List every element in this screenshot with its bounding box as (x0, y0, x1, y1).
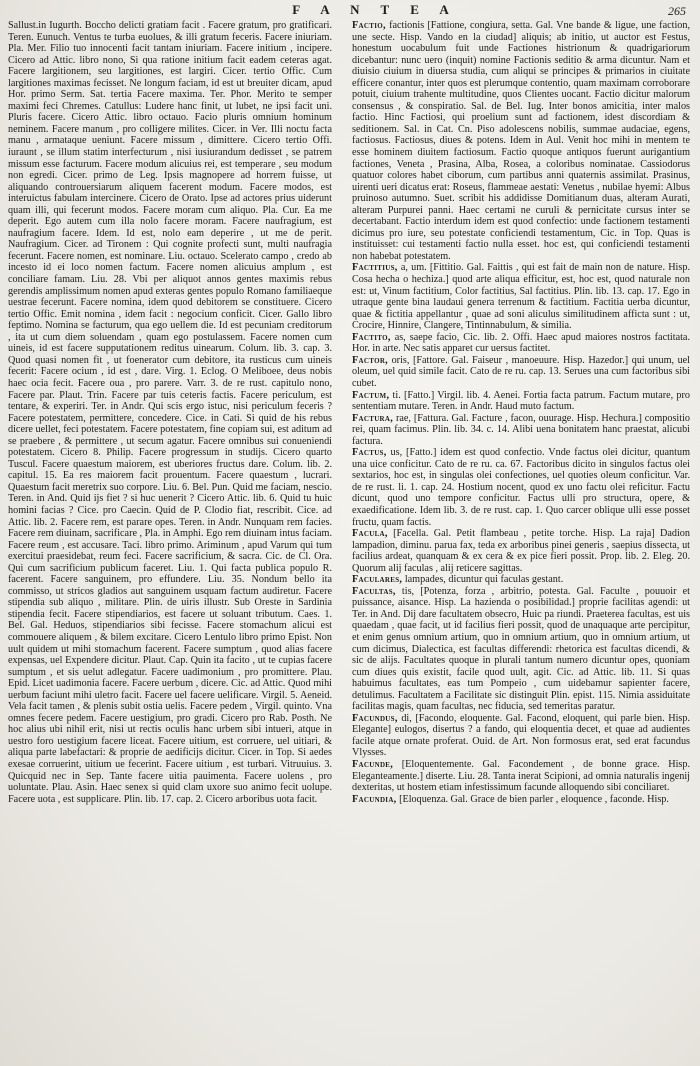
entry-definition: [Facella. Gal. Petit flambeau , petite torche. Hisp. La raja] Dadion lampadion, diminu. parua fax, teda ex arboribus pinei generis , saepius dissecta, ut facilius ardeat, quanquam & ex cera & ex pice fieri possit. Prop. lib. 2. Eleg. 20. Quorum alij faculas , alij reticere sagittas. (352, 528, 690, 574)
dictionary-entry (352, 390, 690, 413)
dictionary-entry (352, 574, 690, 586)
entry-headword: Factio, (352, 20, 386, 31)
dictionary-entry (352, 332, 690, 355)
dictionary-entry (352, 262, 690, 331)
entry-definition: as, saepe facio, Cic. lib. 2. Offi. Haec apud maiores nostros factitata. Hor. in arte. Nec satis apparet cur uersus factitet. (352, 331, 690, 355)
entry-definition: [Eloquenza. Gal. Grace de bien parler , eloquence , faconde. Hisp. (399, 793, 669, 805)
entry-definition: lampades, dicuntur qui faculas gestant. (404, 574, 564, 586)
page-number: 265 (668, 4, 686, 18)
dictionary-entry (352, 794, 690, 806)
right-column (352, 20, 690, 1052)
entry-headword: Factum, (352, 389, 390, 401)
dictionary-entry (352, 713, 690, 759)
dictionary-entry (352, 355, 690, 390)
dictionary-entry (352, 759, 690, 794)
entry-definition: tis, [Potenza, forza , arbitrio, potesta. Gal. Faculte , pouuoir et puissance, aisance. Hisp. La hazienda o posibilidad.] proprie facilitas agendi: ut Ter. in And. Dij dare facultatem obsecro, Huic pa riundi. Praeterea facultas, est uis quaedam , quae facit, ut id facilius fieri possit, quod de unaquaque arte percipitur, et enim genus omnium artium, quo in omnium artium, quo in omnium artium, ut cum dicimus, Dialectica, est facultas differendi: rhetorica est facultas dicendi, & sic de alijs. Facultates quoque in plurali tantum numero dicuntur opes, quoniam cum diues quis existit, facile quod uult, agit. Cic. ad Attic. lib. 11. Si quas habuimus facultates, eas tum Pompeio , cum uidebamur sapienter facere, detulimus. Facultatem a Facilitate sic distinguit Plin. epist. 115. Nimia assiduitate facilitas magis, quam facultas, nec fiducia, sed temeritas paratur. (352, 585, 690, 713)
entry-headword: Factus, (352, 447, 387, 459)
entry-headword: Factito, (352, 331, 391, 343)
left-column-text: Sallust.in Iugurth. Boccho delicti gratiam facit . Facere gratum, pro gratificari. Teren. Eunuch. Ventus te turba euolues, & illi gratum feceris. Facere iniuriam. Pla. Mer. Filio tuo innocenti facit tantam iniuriam. Facere initium , incipere. Cicero ad Attic. libro nono, Si qua ratione initium facit eadem ceteras agat. Facere largitionem, seu largitiones, est largiri. Cicer. tertio Offic. Cum largitiones maximas fecisset. Ne longum faciam, id est ut breuiter dicam, apud Hor. primo Serm. Sat. tertia Facere maxima. Ter. Phor. Merito te semper maximi feci Chremes. Catullus: Ludere hanc finit, ut lubet, ne ipsi facit uni. Pluris facere. Cicero Attic. libro octauo. Facio pluris omnium hominum neminem. Facere manum , pro colligere milites. Cicer. in Ver. Illi noctu facta manu , armataque ueniunt. Facere missum , dimittere. Cicero tertio Offi. iuraunt , se illum statim interfecturum , nisi iusiurandum dedisset , se patrem missum esse facturum. Facere modum alicuius rei, est temperare , seu modum non egredi. Cicer. primo de Leg. Ipsis magnopere ad horrem fuisse, ut aliquando controuersiarum aliquem facerent modum. Facere modos, est interuictus fabulam intercinere. Cicero de Orato. Ipse ad actores prius uiderunt quam illi, qui fecerunt modos. Facere moram cum aliquo. Pla. Cur. Ea me deperit. Ego autem cum illa nolo facere moram. Facere naufragium, est naufragium facere. Idem. Id est, nolo eam deperire , ut me de perit. Naufragium. Cicer. ad Tironem : Qui cognite profecti sunt, multi naufragia fecerunt. Facere nomen, est nominare. Liu. octauo. Scelerato campo , credo ab incesto id ei loco nomen factum. Facere nomen alicuius amplum , est conciliare famam. Liu. 28. Vbi per aliquot annos gentes maximis rebus gerendis amplissimum nomen apud exteras gentes populo Romano familiaeque uestrae fecerunt. Facere nomina, idem quod debitorem se constituere. Cicero tertio Offic. Emit nomina , idem facit : negocium conficit. Cicer. Gallo libro feptimo. Nomina se facturum, qua ego uellem die. Id est pecuniam creditorum , ita ut cum diem soluendam , quam ego postulassem. Facere nomen cum uineis, id est facere supputationem reditus uinearum. Colum. lib. 3. cap. 3. Quod quasi nomen fit , ut foenerator cum debitore, ita rusticus cum uineis fecerit: Facere ocium , id est , dare. Virg. 1. Eclog. O Meliboee, deus nobis haec ocia fecit. Facere oua , pro parere. Varr. 3. de re rust. capitulo nono, Facere par. Plaut. Trin. Facere par tuis ceteris factis. Facere periculum, est tentare, & experiri. Ter. in Andr. Qui scis ergo istuc, nisi periculum feceris ? Facere potestatem, permittere, concedere. Cice. in Cati. Si quid de his rebus dicere uellet, feci potestatem. Facere potestatem, fine copiam sui, est aditum ad se praebere , & permittere , ut secum agatur. Facere omnibus sui conueniendi potestatem. Cicero 8. Philip. Facere progressum in studijs. Cicero quarto Tuscul. Facere quaestum maiorem, est uberiores fructus dare. Colum. lib. 2. capitul. 15. Ea res maiorem facit prouentum. Facere quaestum , lucrari. Quaestum facit meretrix suo corpore. Liu. 6. Bel. Pun. Quid me faciam, nescio. Teren. in And. Quid ijs fiet ? si huc uenerit ? Cicero Attic. lib. 6. Quid tu huic homini facias ? Cice. pro Caecin. Quid de P. Clodio fiat, rescribit. Cice. ad Attic. lib. 2. Facere rem, est parare opes. Teren. in Andr. Nunquam rem facies. Facere rem diuinam, sacrificare , Pla. in Amphi. Ego rem diuinam intus faciam. Facere reum , est accusare. Taci. libro primo. Ariminum , apud Varum qui tum exercitui praesidebat, reum feci. Facere sacrificium, & sacra. Cic. de Cl. Ora. Qui cum sacrificium publicum faceret. Liu. 1. Qui facta publica populo R. facerent. Facere sanguinem, pro effundere. Liu. 35. Nondum bello ita commisso, ut stricos gladios aut sanguinem usquam factum audiretur. Facere stipendia sub aliquo , militare. Plin. de uiris illustr. Sub Oreste in Sardinia stipendia fecit. Facere stipendiarios, est facere ut soluant tributum. Caes. 1. Bel. Gal. Heduos, stipendiarios sibi fecisse. Facere stomachum alicui est commouere aliquem , & bilem excitare. Cicero Lentulo libro primo Epist. Non uult quidem ut mihi stomachum facerent. Facere sumptum , quod alias facere expensas, uel Expendere dicitur. Plaut. Cap. Quin ita facito , ut te cupias facere sumptum , et sis uelut adlegatur. Facere uadimonium , pro promittere. Plau. Epid. Licet uadimonia facere. Facere uerbum , dicere. Cic. ad Attic. Quod mihi uerbum faciunt mihi uletro facit. Facere uel facere uelificare. Virgil. 5. Aeneid. Vela facit tamen , & plenis subit ostia uelis. Facere pedem , Virgil. quinto. Vna omnes fecere pedem. Facere uestigium, pro gradi. Cicero pro Rab. Posth. Ne hoc alius ubi nihil erit, nisi ut rectis oculis hanc urbem sibi intueri, atque in uestro foro uestigium facere liceat. Facere uitium, est corruere, uel uitiari, & aliqua parte labefactari: & proprie de aedificijs dicitur. Cicer. in Top. Si aedes exesae corruerint, uitium ue fecerint. Facere uitium , est turbari. Vitruuius. 3. Quicquid nec in Sep. Tante facere uitia pauimenta. Facere uolens , pro uoluntate. Plau. Asin. Haec senex si quid clam uxore suo animo fecit uolupe. Facere uota , est supplicare. Plin. lib. 17. cap. 2. Cicero arboribus uota facit. (8, 20, 332, 805)
entry-headword: Facula, (352, 528, 388, 540)
entry-definition: oris, [Fattore. Gal. Faiseur , manoeuure. Hisp. Hazedor.] qui unum, uel oleum, uel quid simile facit. Cato de re ru. cap. 13. Serues una cum factoribus sibi cubet. (352, 354, 690, 389)
entry-definition: ti. [Fatto.] Virgil. lib. 4. Aenei. Fortia facta patrum. Factum mutare, pro sententiam mutare. Teren. in Andr. Haud muto factum. (352, 389, 690, 413)
entry-headword: Factor, (352, 354, 389, 366)
entry-headword: Facundia, (352, 793, 397, 805)
dictionary-entry (352, 20, 690, 262)
dictionary-entry (352, 586, 690, 713)
column-gutter (341, 24, 342, 1044)
dictionary-entry (352, 447, 690, 528)
entry-headword: Facundus, (352, 712, 398, 724)
entry-definition: rae, [Fattura. Gal. Facture , facon, ouurage. Hisp. Hechura.] compositio rei, quam facimus. Plin. lib. 34. c. 14. Alibi uena bonitatem hanc praestat, alicubi factura. (352, 412, 690, 447)
entry-definition: [Eloquentemente. Gal. Facondement , de bonne grace. Hisp. Eleganteamente.] diserte. Liu. 28. Tanta inerat Scipioni, ad omnia naturalis ingenij dexteritas, ut hostem etiam infestissimum facunde alloquendo sibi conciliaret. (352, 759, 690, 794)
entry-headword: Facultas, (352, 585, 396, 597)
entry-headword: Factitius, (352, 262, 398, 274)
entry-definition: a, um. [Fittitio. Gal. Faittis , qui est fait de main non de nature. Hisp. Cosa hecha o hechiza.] quod arte aliqua efficitur, est, hoc est, quod naturale non est: ut, Vinum factitium, Color factitius, Sal factitius. Plin. lib. 13. cap. 17. Ego in utraque gente bina laudaui genera terrenum & factitium. Factitia uerba dicuntur, quae & fictitia appellantur , quae ad soni aliculus similitudinem afficta sunt : ut, Crocire, Hinnire, Clangere, Tintinnabulum, & similia. (352, 262, 690, 332)
dictionary-entry (352, 413, 690, 448)
entry-headword: Faculares, (352, 574, 403, 586)
entry-headword: Factura, (352, 412, 394, 424)
entry-definition: us, [Fatto.] idem est quod confectio. Vnde factus olei dicitur, quantum una uice conficitur. Cato de re ru. ca. 67. Factoribus dicito in singulos factus olei sextarios, hoc est, in singulas olei confectiones, uel quoties oleum conficitur. Var. de re rust. li. 1. cap. 24. Hostium nocent, quod ex uno factu olei reficitur. Factu dicunt, quod uno tempore conficitur. Factus ulli pro structura, opere, & exaedificatione. Idem lib. 3. de re rust. cap. 1. Quo carcer oblique ulli esse posset fructu, quam factis. (352, 447, 690, 528)
entry-definition: factionis [Fattione, congiura, setta. Gal. Vne bande & ligue, une faction, une secte. Hisp. Vando en la ciudad] aliquis; ab initio, ut auctor est Festus, honestum uocabulum fuit unde Factiones histrionum & quadrigariorum dicebantur: nunc uero (inquit) nomine Factionis seditio & arma dicuntur. Nam et diuisio ciuium in diuersa studia, cum aliqui se principes & primarios in ciuitate efficere conantur, inter quos est plerumque contentio, quam maximam corroborare potuit, ciuium trahente multitudine, quos Clientes uocant. Factio dicitur malorum consensus , & conspiratio. Sal. de Bel. Iug. Inter bonos amicitia, inter malos factio. Hinc Factiosi, qui proelium sunt ad factionem, idest discordiam & seditionem. Sal. in Cat. Cn. Piso adolescens nobilis, summae audaciae, egens, factiosus. Factiosus, diues & potens. Idem in Aul. Venit hoc mihi in mentem te esse hominem diuitem factiosum. Factio quoque antiquos fuerunt aurigantium factiones, Veneta , Prasina, Alba, Rosea, a coloribus nominatae. Cassiodorus quatuor colores habet ciborum, cum partibus anni quaternis assimilat. Prasinus, uirenti ueri dicatus erat: Roseus, flammeae aestati: Venetus , nubilae hyemi: Albus pruinoso autumno. Suet. scribit his addidisse Domitianum duas, alteram Aurati, alteram Purpurei panni. Haec certami ne curuli & pernicitate cursus inter se decertabant. Factio interdum idem est quod confectio: unde factionem testamenti dicimus pro iure, seu potestate conficiendi testamentum, Cic. in Top. Quas is instituisset: cui testamenti factio nulla esset. hoc est, qui conficiendi testamenti non habebat potestatem. (352, 20, 690, 262)
left-column (8, 20, 332, 1052)
entry-headword: Facunde, (352, 759, 394, 770)
dictionary-entry (352, 528, 690, 574)
entry-definition: di, [Facondo, eloquente. Gal. Facond, eloquent, qui parle bien. Hisp. Elegante] eulogos, disertus ? a fando, qui eloquentia decet, et quae ad audientes facile atque ornate proferat. Ouid. de Art. Non formosus erat, sed erat facundus Vlysses. (352, 712, 690, 759)
running-title: F A N T E A (292, 2, 458, 17)
